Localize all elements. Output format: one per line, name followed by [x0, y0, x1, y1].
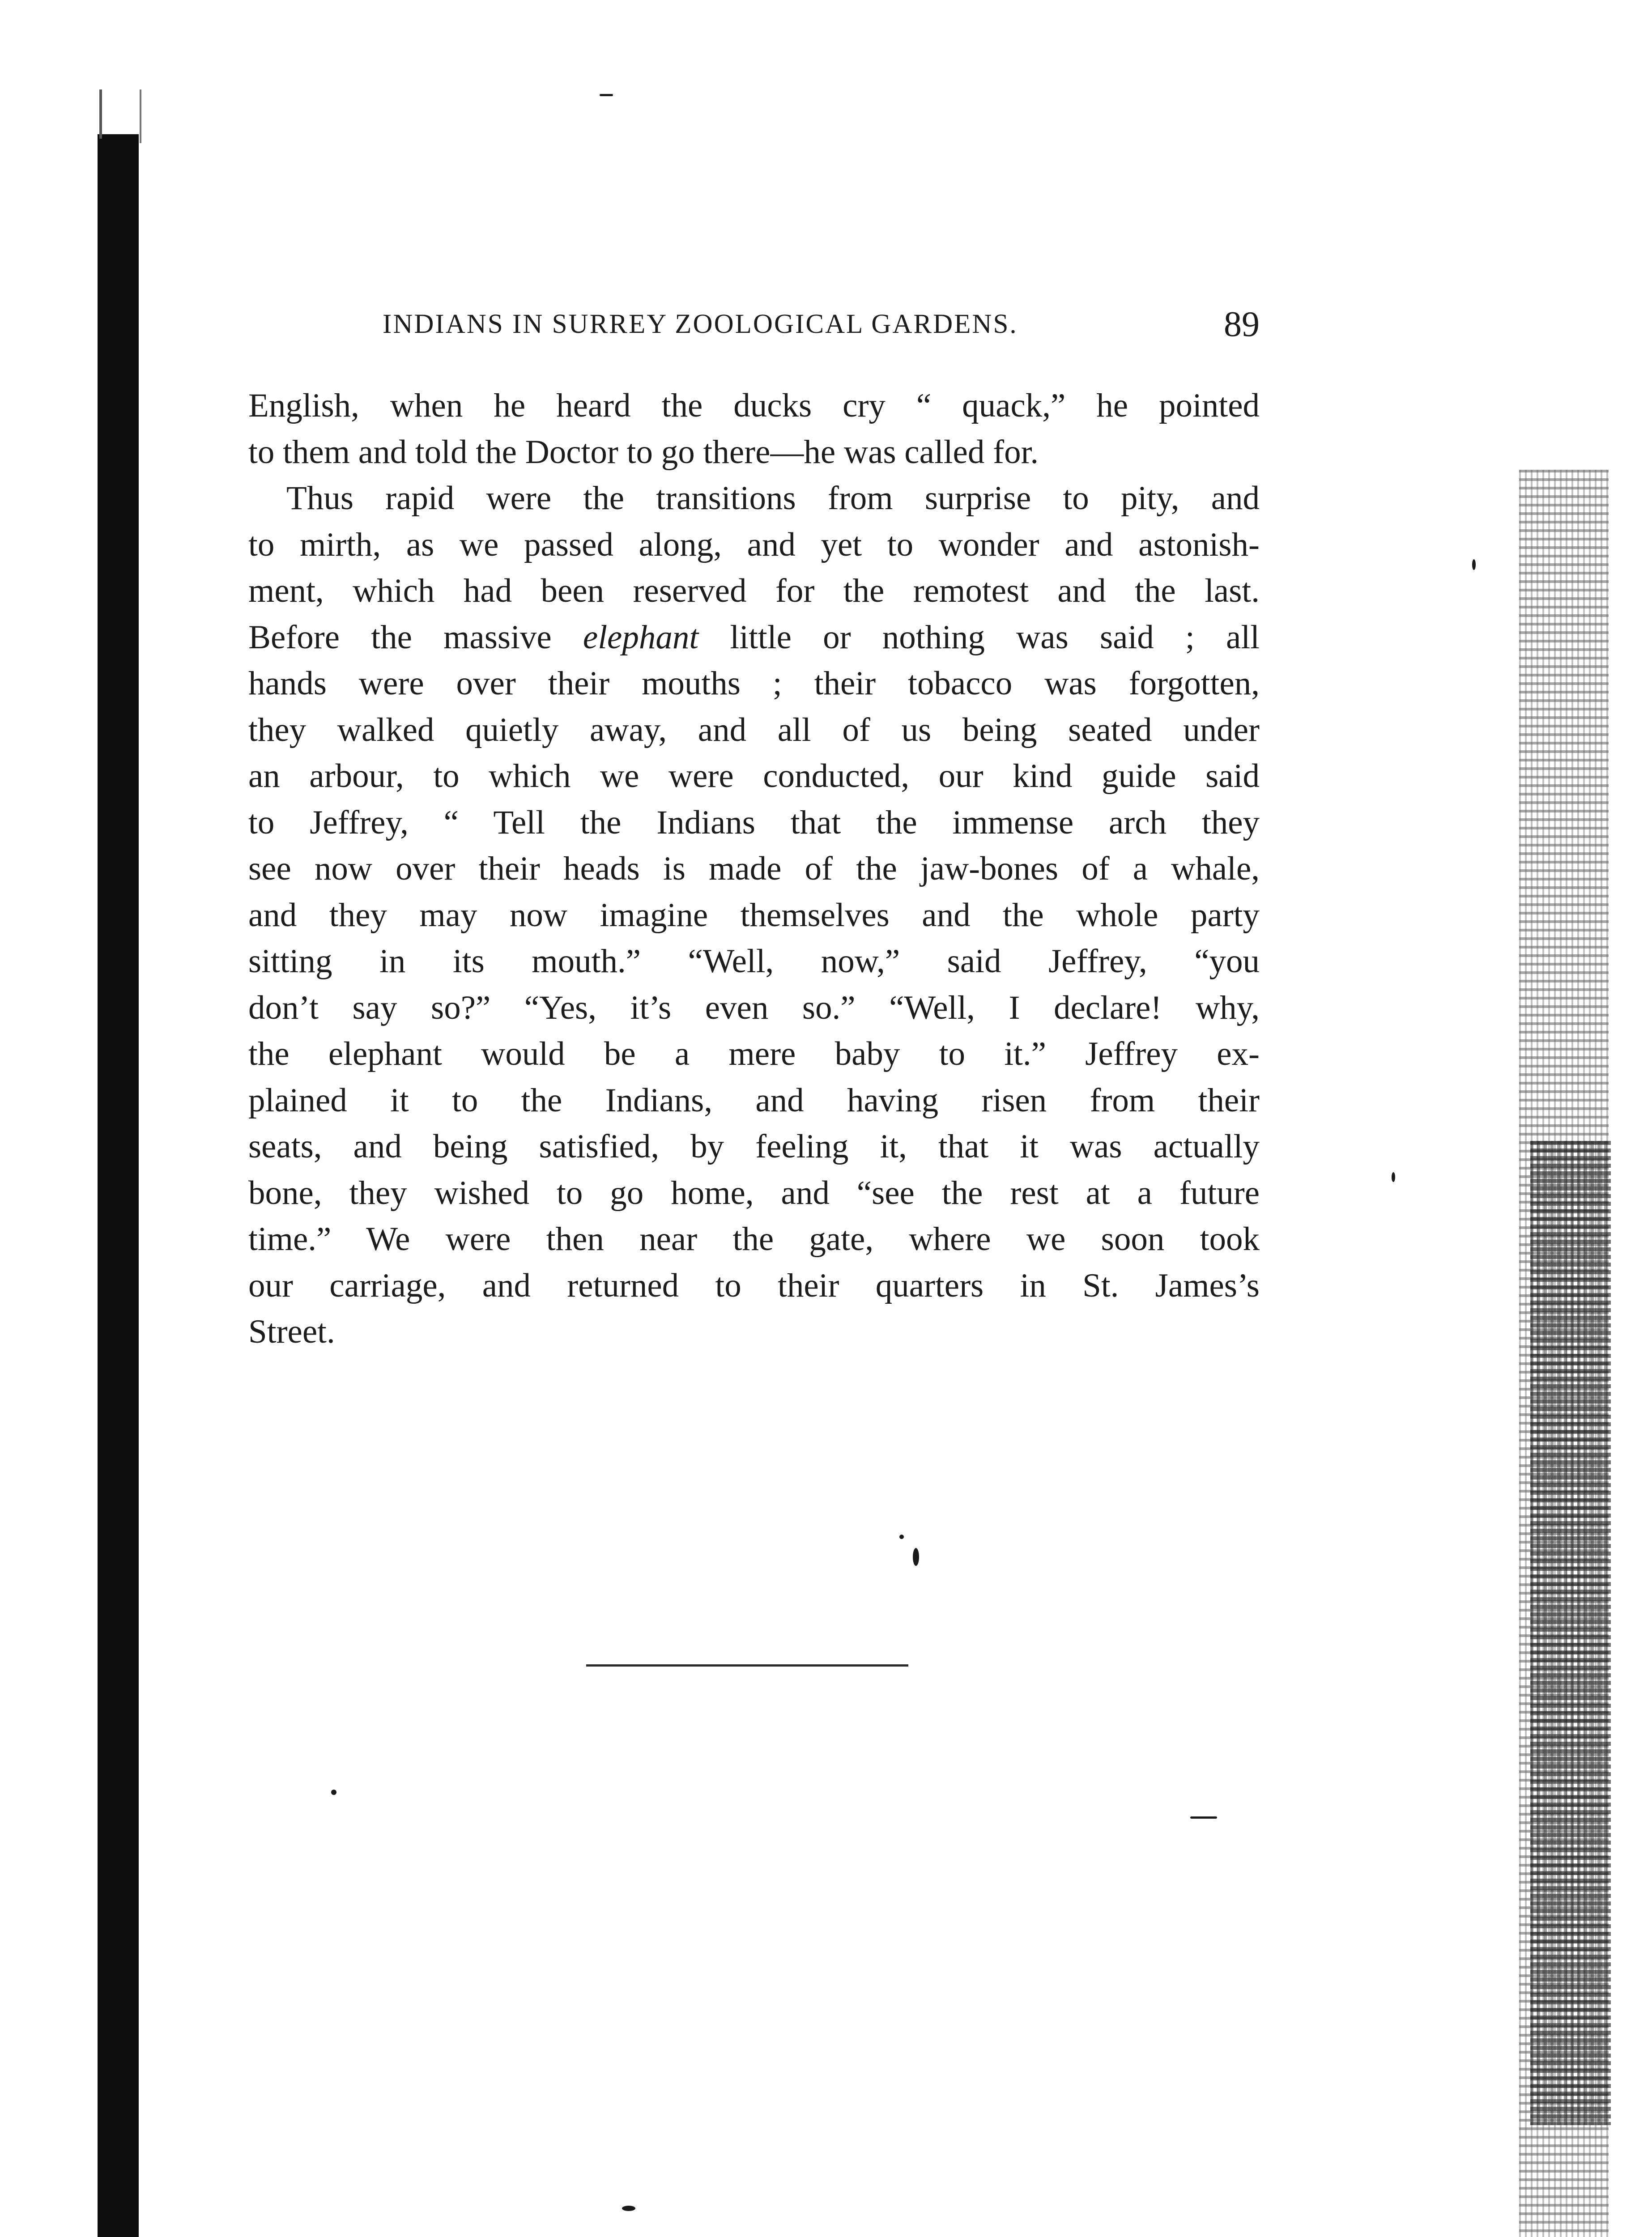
text-line: to them and told the Doctor to go there—he was called for.	[248, 433, 1039, 471]
scan-speck	[331, 1790, 336, 1795]
scan-speck	[1392, 1172, 1395, 1182]
running-head	[248, 305, 1260, 349]
text-line: and they may now imagine themselves and the whole party	[248, 896, 1260, 934]
text-line: to mirth, as we passed along, and yet to wonder and astonish-	[248, 526, 1260, 563]
text-line: hands were over their mouths ; their tobacco was forgotten,	[248, 665, 1260, 702]
scan-speck	[899, 1535, 904, 1539]
text-line: bone, they wished to go home, and “see the rest at a future	[248, 1174, 1260, 1212]
body-text	[248, 383, 1260, 1355]
page-number: 89	[1224, 305, 1260, 344]
text-line: an arbour, to which we were conducted, our kind guide said	[248, 757, 1260, 795]
text-line: Thus rapid were the transitions from surprise to pity, and	[286, 480, 1260, 517]
text-fragment: Before the massive	[248, 618, 552, 656]
text-line: English, when he heard the ducks cry “ quack,” he pointed	[248, 387, 1260, 424]
scan-speck	[622, 2206, 635, 2211]
scan-speck	[1190, 1816, 1217, 1819]
running-title: INDIANS IN SURREY ZOOLOGICAL GARDENS.	[383, 309, 1018, 339]
text-line: to Jeffrey, “ Tell the Indians that the immense arch they	[248, 804, 1260, 841]
text-line: see now over their heads is made of the jaw-bones of a whale,	[248, 850, 1260, 887]
text-line: ment, which had been reserved for the remotest and the last.	[248, 572, 1260, 609]
binding-edge-mark	[99, 89, 102, 139]
text-line: our carriage, and returned to their quarters in St. James’s	[248, 1267, 1260, 1304]
text-fragment: little or nothing was said ; all	[730, 618, 1260, 656]
scan-speck	[913, 1548, 919, 1566]
scan-edge-noise	[1530, 1141, 1611, 2125]
text-line	[248, 614, 1260, 661]
text-line: don’t say so?” “Yes, it’s even so.” “Well, I declare! why,	[248, 989, 1260, 1026]
binding-edge-mark	[140, 89, 141, 143]
binding-shadow	[98, 134, 139, 2237]
text-line: seats, and being satisfied, by feeling it, that it was actually	[248, 1128, 1260, 1165]
text-line: plained it to the Indians, and having risen from their	[248, 1081, 1260, 1119]
italic-word: elephant	[583, 618, 699, 656]
text-line: they walked quietly away, and all of us being seated under	[248, 711, 1260, 749]
text-line: time.” We were then near the gate, where we soon took	[248, 1221, 1260, 1258]
closing-rule	[586, 1664, 908, 1667]
scan-speck	[1472, 559, 1476, 570]
text-line: sitting in its mouth.” “Well, now,” said Jeffrey, “you	[248, 943, 1260, 980]
text-line: Street.	[248, 1313, 335, 1350]
text-line: the elephant would be a mere baby to it.” Jeffrey ex-	[248, 1035, 1260, 1072]
scan-speck	[600, 94, 613, 96]
